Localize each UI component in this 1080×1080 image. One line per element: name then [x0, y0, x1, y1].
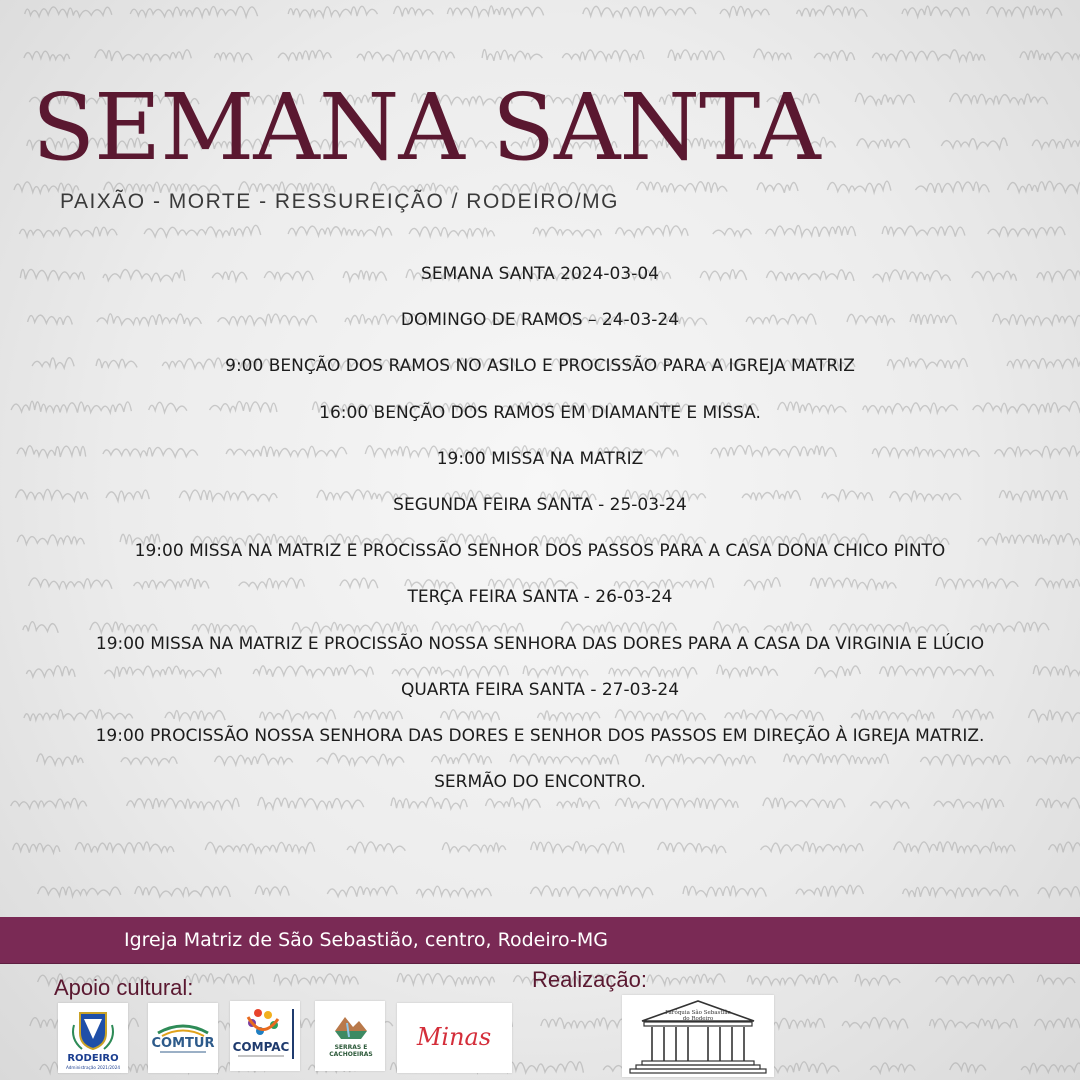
- compac-name: COMPAC: [232, 1040, 290, 1054]
- schedule-line: 19:00 MISSA NA MATRIZ E PROCISSÃO NOSSA SENHORA DAS DORES PARA A CASA DA VIRGINIA E LÚCIO: [95, 633, 985, 654]
- script-stroke: [637, 182, 727, 193]
- comtur-logo: [148, 1003, 218, 1073]
- paroquia-line1: Paróquia São Sebastião: [665, 1010, 731, 1016]
- script-stroke: [1032, 139, 1080, 148]
- script-stroke: [855, 93, 914, 104]
- script-stroke: [1021, 1063, 1080, 1073]
- script-stroke: [1020, 51, 1080, 61]
- script-stroke: [814, 51, 854, 61]
- script-stroke: [1049, 842, 1080, 853]
- rodeiro-name: RODEIRO: [67, 1053, 119, 1064]
- realizacao-label: Realização:: [532, 967, 647, 992]
- script-stroke: [870, 1063, 915, 1073]
- schedule-line: DOMINGO DE RAMOS – 24-03-24: [400, 310, 680, 331]
- script-stroke: [616, 225, 689, 236]
- script-stroke: [278, 50, 331, 60]
- script-stroke: [1008, 181, 1080, 193]
- script-stroke: [950, 93, 1048, 104]
- location-text: Igreja Matriz de São Sebastião, centro, Rodeiro-MG: [124, 929, 608, 951]
- script-stroke: [541, 1018, 627, 1029]
- script-stroke: [936, 975, 1014, 985]
- script-stroke: [583, 6, 696, 17]
- schedule-line: 16:00 BENÇÃO DOS RAMOS EM DIAMANTE E MISSA.: [319, 402, 761, 423]
- script-stroke: [827, 181, 891, 192]
- rodeiro-logo: [58, 1003, 128, 1073]
- script-stroke: [930, 1019, 1018, 1029]
- minas-name: Minas: [416, 1023, 492, 1051]
- script-stroke: [130, 7, 257, 17]
- script-stroke: [647, 974, 725, 985]
- script-stroke: [144, 225, 261, 236]
- support-label: Apoio cultural:: [54, 975, 194, 1000]
- script-stroke: [530, 886, 653, 897]
- script-stroke: [75, 842, 174, 853]
- script-stroke: [855, 974, 900, 984]
- script-stroke: [417, 886, 492, 896]
- script-stroke: [683, 886, 766, 897]
- script-stroke: [288, 226, 392, 236]
- compac-logo: [230, 1001, 300, 1071]
- script-stroke: [533, 227, 601, 237]
- schedule-line: 19:00 PROCISSÃO NOSSA SENHORA DAS DORES E SENHOR DOS PASSOS EM DIREÇÃO À IGREJA MATRIZ.: [95, 725, 985, 746]
- schedule-line: 19:00 MISSA NA MATRIZ E PROCISSÃO SENHOR DOS PASSOS PARA A CASA DONA CHICO PINTO: [134, 541, 946, 562]
- script-stroke: [19, 227, 117, 237]
- script-stroke: [24, 51, 70, 60]
- script-stroke: [950, 1063, 986, 1073]
- script-stroke: [38, 887, 121, 897]
- script-stroke: [757, 182, 798, 192]
- script-stroke: [713, 228, 752, 236]
- schedule-line: 9:00 BENÇÃO DOS RAMOS NO ASILO E PROCISSÃO PARA A IGREJA MATRIZ: [225, 356, 855, 377]
- paroquia-line2: do Rodeiro: [682, 1016, 714, 1022]
- script-stroke: [482, 50, 542, 61]
- script-stroke: [205, 842, 315, 852]
- location-banner: [0, 917, 1080, 963]
- script-stroke: [397, 974, 494, 985]
- script-stroke: [916, 182, 990, 193]
- script-stroke: [1035, 1018, 1080, 1029]
- script-stroke: [797, 6, 868, 17]
- script-stroke: [894, 842, 1015, 853]
- script-stroke: [857, 139, 910, 148]
- schedule-list: [0, 256, 1080, 810]
- script-stroke: [274, 974, 358, 985]
- event-title: SEMANA SANTA: [32, 74, 820, 181]
- script-stroke: [761, 842, 864, 853]
- script-stroke: [668, 50, 724, 61]
- script-stroke: [941, 138, 1007, 149]
- schedule-line: SEMANA SANTA 2024-03-04: [421, 264, 659, 284]
- paroquia-logo: [622, 995, 774, 1077]
- script-stroke: [95, 50, 192, 61]
- minas-logo: [397, 1003, 512, 1073]
- script-stroke: [25, 7, 112, 17]
- script-stroke: [1037, 975, 1075, 984]
- event-subtitle: PAIXÃO - MORTE - RESSUREIÇÃO / RODEIRO/MG: [60, 190, 619, 213]
- script-stroke: [327, 886, 397, 897]
- comtur-name: COMTUR: [151, 1036, 215, 1051]
- script-stroke: [902, 6, 969, 17]
- schedule-line: SERMÃO DO ENCONTRO.: [434, 772, 646, 793]
- rodeiro-caption: Administração 2021/2024: [65, 1065, 121, 1070]
- script-stroke: [531, 842, 624, 853]
- script-stroke: [288, 6, 377, 17]
- script-stroke: [988, 227, 1065, 237]
- script-stroke: [394, 6, 434, 16]
- script-stroke: [987, 6, 1062, 17]
- script-stroke: [562, 50, 644, 61]
- serras-line2: CACHOEIRAS: [329, 1051, 373, 1058]
- script-stroke: [720, 6, 769, 16]
- script-stroke: [357, 50, 455, 61]
- script-stroke: [447, 6, 543, 17]
- script-stroke: [442, 843, 506, 852]
- schedule-line: SEGUNDA FEIRA SANTA - 25-03-24: [393, 494, 687, 515]
- serras-cachoeiras-logo: [315, 1001, 385, 1071]
- script-stroke: [747, 974, 837, 985]
- script-stroke: [347, 842, 405, 852]
- script-stroke: [255, 886, 289, 896]
- script-stroke: [1038, 886, 1080, 897]
- script-stroke: [903, 886, 1019, 897]
- schedule-line: TERÇA FEIRA SANTA - 26-03-24: [407, 587, 673, 608]
- script-stroke: [185, 974, 254, 984]
- script-stroke: [135, 886, 231, 897]
- serras-line1: SERRAS E: [334, 1044, 368, 1051]
- script-stroke: [214, 53, 252, 61]
- script-stroke: [796, 885, 863, 896]
- script-stroke: [13, 843, 60, 853]
- script-stroke: [872, 50, 985, 61]
- script-stroke: [766, 226, 856, 237]
- script-stroke: [409, 227, 495, 237]
- script-stroke: [882, 226, 965, 236]
- script-stroke: [842, 1018, 908, 1029]
- script-stroke: [658, 842, 726, 853]
- schedule-line: QUARTA FEIRA SANTA - 27-03-24: [400, 679, 680, 700]
- script-stroke: [754, 49, 792, 59]
- schedule-line: 19:00 MISSA NA MATRIZ: [436, 448, 644, 469]
